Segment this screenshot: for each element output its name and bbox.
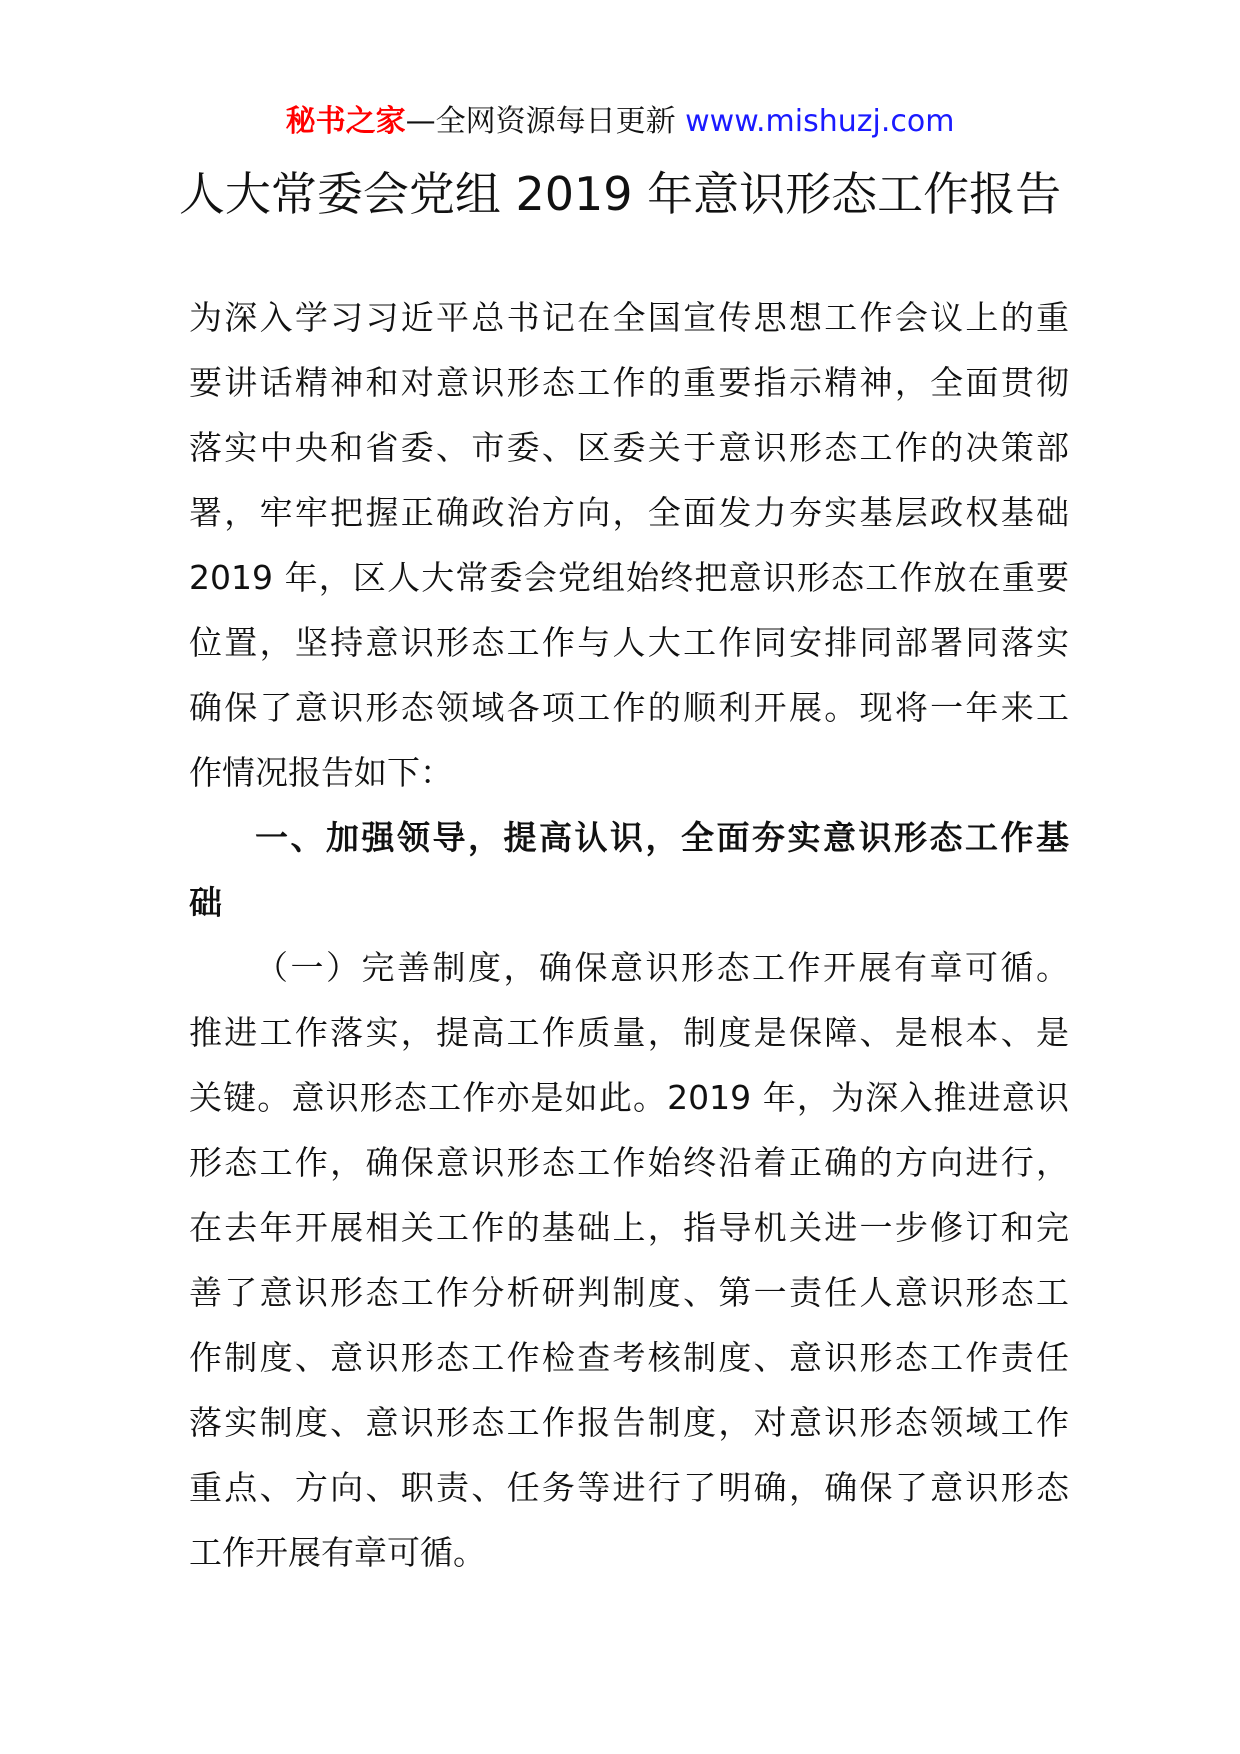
paragraph-line: 位置，坚持意识形态工作与人大工作同安排同部署同落实 bbox=[189, 623, 1069, 662]
paragraph-line: 为深入学习习近平总书记在全国宣传思想工作会议上的重 bbox=[189, 298, 1069, 337]
subsection-paragraph bbox=[189, 935, 1069, 1585]
paragraph-line: 作情况报告如下： bbox=[189, 753, 453, 792]
paragraph-line: 重点、方向、职责、任务等进行了明确，确保了意识形态 bbox=[189, 1468, 1069, 1507]
paragraph-line: 善了意识形态工作分析研判制度、第一责任人意识形态工 bbox=[189, 1273, 1069, 1312]
banner-brand: 秘书之家 bbox=[285, 104, 406, 139]
section-heading-line: 础 bbox=[189, 883, 222, 922]
banner-url-link[interactable]: www.mishuzj.com bbox=[685, 104, 955, 139]
subsection-heading-line: （一）完善制度，确保意识形态工作开展有章可循。 bbox=[255, 948, 1069, 987]
section-heading-line: 一、加强领导，提高认识，全面夯实意识形态工作基 bbox=[255, 818, 1069, 857]
paragraph-line: 工作开展有章可循。 bbox=[189, 1533, 486, 1572]
paragraph-line: 推进工作落实，提高工作质量，制度是保障、是根本、是 bbox=[189, 1013, 1069, 1052]
paragraph-line: 要讲话精神和对意识形态工作的重要指示精神，全面贯彻 bbox=[189, 363, 1069, 402]
document-title: 人大常委会党组 2019 年意识形态工作报告 bbox=[178, 167, 1062, 221]
paragraph-line: 在去年开展相关工作的基础上，指导机关进一步修订和完 bbox=[189, 1208, 1069, 1247]
paragraph-line: 作制度、意识形态工作检查考核制度、意识形态工作责任 bbox=[189, 1338, 1069, 1377]
paragraph-line: 落实制度、意识形态工作报告制度，对意识形态领域工作 bbox=[189, 1403, 1069, 1442]
paragraph-line: 形态工作，确保意识形态工作始终沿着正确的方向进行， bbox=[189, 1143, 1069, 1182]
paragraph-line: 2019 年，区人大常委会党组始终把意识形态工作放在重要 bbox=[189, 558, 1069, 597]
banner-slogan: —全网资源每日更新 bbox=[405, 104, 686, 139]
paragraph-line: 署，牢牢把握正确政治方向，全面发力夯实基层政权基础 bbox=[189, 493, 1069, 532]
paragraph-line: 关键。意识形态工作亦是如此。2019 年，为深入推进意识 bbox=[189, 1078, 1069, 1117]
site-banner bbox=[0, 102, 1240, 142]
paragraph-line: 落实中央和省委、市委、区委关于意识形态工作的决策部 bbox=[189, 428, 1069, 467]
intro-paragraph bbox=[189, 285, 1069, 805]
paragraph-line: 确保了意识形态领域各项工作的顺利开展。现将一年来工 bbox=[189, 688, 1069, 727]
section-heading bbox=[189, 805, 1069, 935]
